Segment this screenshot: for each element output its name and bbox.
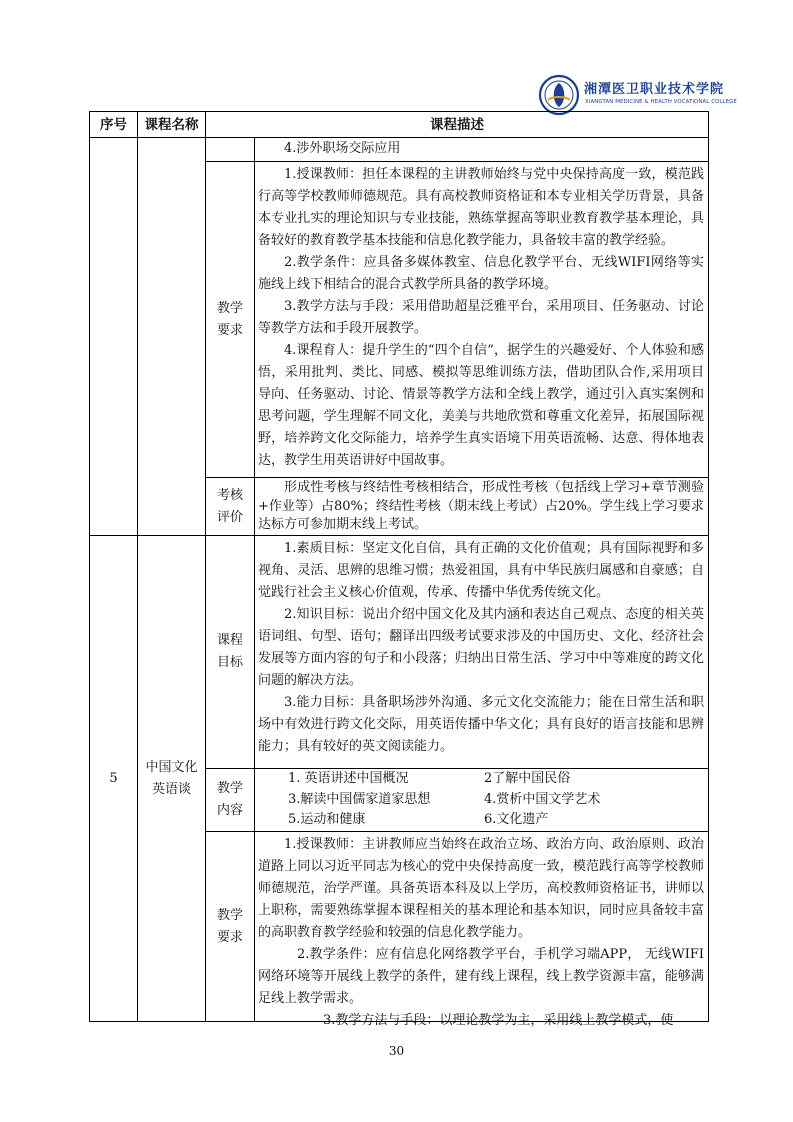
college-emblem-icon (538, 74, 580, 116)
req-label-2-text: 教学 要求 (216, 907, 243, 945)
content-item: 6.文化遗产 (484, 812, 549, 827)
content-item-continued: 4.涉外职场交际应用 (284, 141, 401, 156)
content-item: 5.运动和健康 (288, 812, 366, 827)
course-name-line1: 中国文化 (145, 759, 198, 775)
goal-label (206, 536, 254, 768)
content-list (288, 769, 704, 831)
req-paragraph: 1.授课教师：担任本课程的主讲教师始终与党中央保持高度一致，模范践行高等学校教师师德规范。具有高校教师资格证和本专业相关学历背景，具备本专业扎实的理论知识与专业技能，熟练掌握高等职业教育教学基本理论，具备较好的教育教学基本技能和信息化教学能力，具备较丰富的教学经验。 (258, 167, 704, 248)
table-border (254, 137, 255, 1022)
req-paragraph: 4.课程育人：提升学生的“四个自信”，据学生的兴趣爱好、个人体验和感悟，采用批判、类比、同感、模拟等思维训练方法，借助团队合作,采用项目导向、任务驱动、讨论、情景等教学方法和全线上教学，通过引入真实案例和思考问题，学生理解不同文化，美美与共地欣赏和尊重文化差异，拓展国际视野，培养跨文化交际能力，培养学生真实语境下用英语流畅、达意、得体地表达，教学生用英语讲好中国故事。 (258, 343, 704, 468)
table-border (205, 477, 709, 478)
logo-chinese-name: 湘潭医卫职业技术学院 (584, 82, 725, 97)
content-label (206, 769, 254, 831)
course-number: 5 (109, 770, 118, 786)
col-header-course-description: 课程描述 (430, 116, 484, 133)
req-paragraph: 2.教学条件：应有信息化网络教学平台，手机学习端APP， 无线WIFI网络环境等开展线上教学的条件，建有线上课程，线上教学资源丰富，能够满足线上教学需求。 (258, 947, 704, 1006)
content-item: 1. 英语讲述中国概况 (288, 771, 409, 786)
table-border (708, 111, 709, 1022)
goal-label-text: 课程 目标 (216, 633, 243, 670)
content-label-text: 教学 内容 (216, 781, 243, 818)
content-item: 4.赏析中国文学艺术 (484, 791, 601, 807)
table-border (205, 161, 709, 162)
table-border (205, 831, 709, 832)
goal-paragraph: 1.素质目标：坚定文化自信，具有正确的文化价值观；具有国际视野和多视角、灵活、思辨的思维习惯；热爱祖国，具有中华民族归属感和自豪感；自觉践行社会主义核心价值观，传承、传播中华优秀传统文化。 (258, 541, 704, 600)
req-paragraph: 3.教学方法与手段：以理论教学为主，采用线上教学模式，使 (323, 1013, 674, 1028)
content-item: 3.解读中国儒家道家思想 (288, 791, 431, 807)
goal-text (258, 538, 704, 758)
page-number: 30 (388, 1044, 405, 1058)
req-label-1-text: 教学 要求 (216, 300, 243, 338)
req-text-1 (258, 164, 704, 472)
logo-english-name: XIANGTAN MEDICINE & HEALTH VOCATIONAL COLLEGE (585, 99, 737, 105)
col-header-course-name: 课程名称 (144, 116, 199, 133)
assess-label-text: 考核 评价 (216, 487, 243, 525)
assess-label (206, 478, 254, 535)
req-paragraph: 2.教学条件：应具备多媒体教室、信息化教学平台、无线WIFI网络等实施线上线下相结合的混合式教学所具备的教学环境。 (258, 255, 704, 292)
col-header-no: 序号 (100, 116, 127, 133)
goal-paragraph: 3.能力目标：具备职场涉外沟通、多元文化交流能力；能在日常生活和职场中有效进行跨文化交际，用英语传播中华文化；具有良好的语言技能和思辨能力；具有较好的英文阅读能力。 (258, 695, 704, 754)
goal-paragraph: 2.知识目标：说出介绍中国文化及其内涵和表达自己观点、态度的相关英语词组、句型、语句；翻译出四级考试要求涉及的中国历史、文化、经济社会发展等方面内容的句子和小段落；归纳出日常生活、学习中中等难度的跨文化问题的解决方法。 (258, 607, 704, 688)
assess-text: 形成性考核与终结性考核相结合，形成性考核（包括线上学习+章节测验+作业等）占80%；终结性考核（期末线上考试）占20%。学生线上学习要求达标方可参加期末线上考试。 (258, 480, 704, 532)
course-name (138, 536, 205, 1021)
course-name-line2: 英语谈 (151, 781, 191, 797)
content-item: 2了解中国民俗 (484, 771, 571, 786)
req-label-2 (206, 832, 254, 1021)
req-paragraph: 3.教学方法与手段：采用借助超星泛雅平台，采用项目、任务驱动、讨论等教学方法和手段开展教学。 (258, 299, 704, 336)
req-label-1 (206, 162, 254, 477)
req-paragraph: 1.授课教师：主讲教师应当始终在政治立场、政治方向、政治原则、政治道路上同以习近平同志为核心的党中央保持高度一致，模范践行高等学校教师师德规范，治学严谨。具备英语本科及以上学历，高校教师资格证书，讲师以上职称，需要熟练掌握本课程相关的基本理论和基本知识，同时应具备较丰富的高职教育教学经验和较强的信息化教学能力。 (258, 837, 704, 940)
req-text-2 (258, 834, 704, 1032)
